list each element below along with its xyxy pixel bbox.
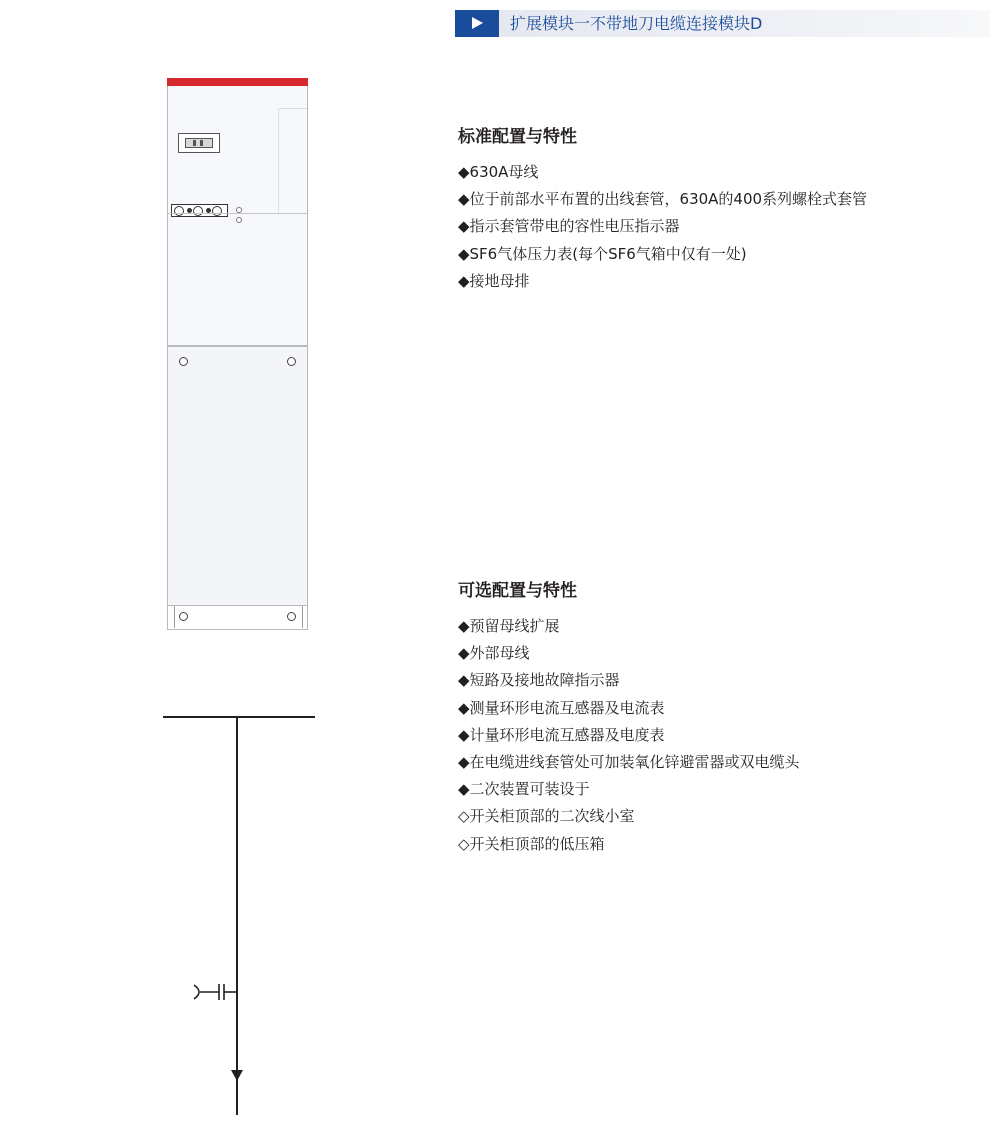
list-item: ◆二次装置可装设于 xyxy=(458,780,590,799)
list-item: ◆位于前部水平布置的出线套管，630A的400系列螺栓式套管 xyxy=(458,190,868,209)
voltage-indicator-icon xyxy=(171,204,228,217)
list-item: ◆在电缆进线套管处可加装氧化锌避雷器或双电缆头 xyxy=(458,752,800,771)
list-item: ◆计量环形电流互感器及电度表 xyxy=(458,725,665,744)
list-item: ◆630A母线 xyxy=(458,163,539,181)
cabinet-divider xyxy=(168,213,307,214)
list-item: ◆SF6气体压力表(每个SF6气箱中仅有一处) xyxy=(458,244,747,263)
gas-pressure-gauge-icon xyxy=(178,133,220,153)
section-header-bar xyxy=(455,10,990,37)
list-item: ◆外部母线 xyxy=(458,644,530,663)
cabinet-base xyxy=(167,605,308,630)
cabinet-upper-panel xyxy=(167,86,308,346)
cabinet-panel-line xyxy=(278,108,307,109)
list-item: ◆预留母线扩展 xyxy=(458,617,560,635)
page-title: 扩展模块一不带地刀电缆连接模块D xyxy=(510,14,763,33)
bolt-icon xyxy=(287,612,296,621)
header-arrow-box xyxy=(455,10,499,37)
list-item: ◇开关柜顶部的低压箱 xyxy=(458,834,605,853)
bolt-icon xyxy=(179,612,188,621)
indicator-lamp-icon xyxy=(236,217,242,223)
switchgear-cabinet-illustration xyxy=(167,78,308,629)
standard-feature-list xyxy=(458,159,867,295)
bolt-icon xyxy=(179,357,188,366)
bolt-icon xyxy=(287,357,296,366)
cabinet-top-bar xyxy=(167,78,308,86)
cabinet-panel-line xyxy=(278,108,279,213)
cabinet-lower-panel xyxy=(167,346,308,606)
list-item: ◆短路及接地故障指示器 xyxy=(458,671,620,690)
standard-config-title: 标准配置与特性 xyxy=(458,127,577,147)
single-line-diagram xyxy=(160,710,320,1120)
cable-bushing-symbol-icon xyxy=(194,984,237,1000)
list-item: ◆测量环形电流互感器及电流表 xyxy=(458,698,665,717)
list-item: ◇开关柜顶部的二次线小室 xyxy=(458,807,635,826)
cable-outgoing-arrow-icon xyxy=(231,1070,243,1081)
optional-feature-list xyxy=(458,613,800,858)
list-item: ◆接地母排 xyxy=(458,271,530,290)
optional-config-title: 可选配置与特性 xyxy=(458,581,577,601)
play-triangle-icon xyxy=(472,17,483,29)
list-item: ◆指示套管带电的容性电压指示器 xyxy=(458,217,680,236)
